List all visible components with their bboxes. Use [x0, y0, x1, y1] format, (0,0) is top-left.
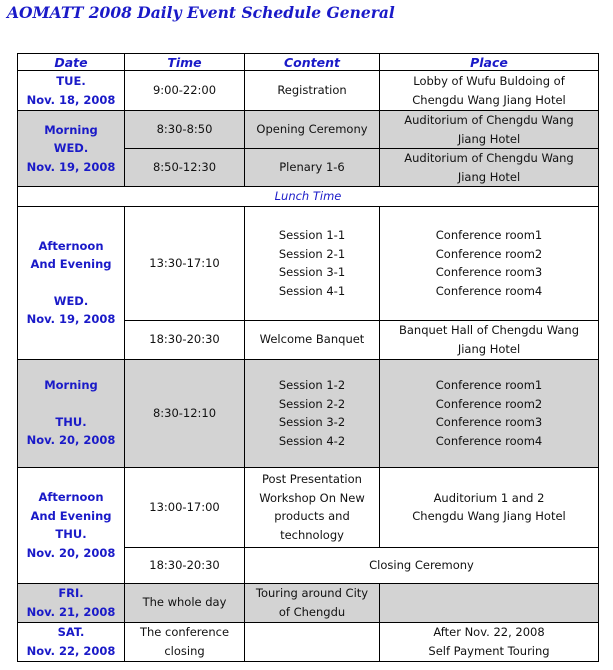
date-cell — [18, 467, 125, 583]
content-cell — [245, 467, 380, 547]
date-cell — [18, 111, 125, 187]
table-row — [18, 111, 599, 149]
session-label: Session 4-2 — [278, 433, 346, 448]
header-date: Date — [18, 54, 125, 71]
place-line: Self Payment Touring — [428, 643, 550, 658]
content-line: Touring around City — [255, 586, 369, 600]
place-line: Chengdu Wang Jiang Hotel — [412, 92, 566, 107]
table-row — [18, 622, 599, 661]
schedule-table — [17, 53, 599, 662]
lunch-row — [18, 187, 599, 207]
day-label: WED. — [53, 293, 89, 308]
table-row — [18, 71, 599, 111]
time-cell: 18:30-20:30 — [125, 320, 245, 359]
place-line: Auditorium of Chengdu Wang — [404, 113, 574, 127]
table-row — [18, 583, 599, 622]
session-label: Session 3-1 — [278, 265, 346, 279]
place-line: Jiang Hotel — [457, 341, 521, 356]
page-title: AOMATT 2008 Daily Event Schedule General — [7, 3, 395, 22]
day-label: TUE. — [56, 74, 86, 88]
content-cell: Plenary 1-6 — [245, 149, 380, 187]
place-cell — [380, 149, 599, 187]
place-line: Jiang Hotel — [457, 131, 521, 146]
header-place: Place — [380, 54, 599, 71]
lunch-label: Lunch Time — [18, 187, 599, 207]
room-label: Conference room2 — [435, 246, 543, 261]
date-label: Nov. 19, 2008 — [26, 312, 116, 326]
place-cell — [380, 71, 599, 111]
session-label: Session 3-2 — [278, 415, 346, 429]
day-label: FRI. — [58, 586, 84, 600]
date-cell — [18, 359, 125, 467]
date-label: Nov. 18, 2008 — [26, 92, 116, 107]
place-cell — [380, 467, 599, 547]
date-cell — [18, 206, 125, 359]
place-line: Lobby of Wufu Buldoing of — [413, 74, 565, 88]
content-line: Post Presentation — [262, 472, 362, 486]
time-cell: 9:00-22:00 — [125, 71, 245, 111]
date-label: Nov. 20, 2008 — [26, 545, 116, 560]
place-cell — [380, 206, 599, 320]
date-cell — [18, 583, 125, 622]
period-label: Morning — [44, 378, 98, 393]
time-cell: 13:00-17:00 — [125, 467, 245, 547]
content-cell — [245, 622, 380, 661]
date-label: Nov. 19, 2008 — [26, 159, 116, 174]
room-label: Conference room1 — [435, 228, 543, 242]
place-cell — [380, 111, 599, 149]
place-line: Jiang Hotel — [457, 169, 521, 184]
place-line: Banquet Hall of Chengdu Wang — [398, 323, 580, 337]
time-cell — [125, 622, 245, 661]
content-cell: Registration — [245, 71, 380, 111]
place-cell — [380, 320, 599, 359]
header-content: Content — [245, 54, 380, 71]
place-line: Auditorium 1 and 2 — [433, 490, 545, 505]
time-line: closing — [164, 643, 205, 658]
content-line: Workshop On New — [259, 490, 365, 505]
time-cell: 8:30-12:10 — [125, 359, 245, 467]
room-label: Conference room1 — [435, 378, 543, 392]
content-line: technology — [280, 527, 344, 542]
place-line: Auditorium of Chengdu Wang — [404, 151, 574, 165]
session-label: Session 2-2 — [278, 396, 346, 411]
session-label: Session 4-1 — [278, 283, 346, 298]
content-cell: Welcome Banquet — [245, 320, 380, 359]
place-cell — [380, 359, 599, 467]
period-label: And Evening — [30, 257, 112, 271]
table-row — [18, 206, 599, 320]
time-line: The conference — [139, 625, 230, 639]
time-cell: 13:30-17:10 — [125, 206, 245, 320]
table-row — [18, 359, 599, 467]
content-cell — [245, 359, 380, 467]
content-cell: Opening Ceremony — [245, 111, 380, 149]
date-label: Nov. 22, 2008 — [26, 643, 116, 658]
period-label: Afternoon — [38, 490, 104, 504]
date-label: Nov. 21, 2008 — [26, 604, 116, 619]
content-cell — [245, 583, 380, 622]
place-line: After Nov. 22, 2008 — [433, 625, 545, 639]
place-cell — [380, 622, 599, 661]
day-label: WED. — [53, 141, 89, 156]
day-label: THU. — [55, 527, 87, 541]
period-label: And Evening — [30, 508, 112, 523]
room-label: Conference room3 — [435, 265, 543, 279]
header-row — [18, 54, 599, 71]
content-cell — [245, 206, 380, 320]
header-time: Time — [125, 54, 245, 71]
content-cell: Closing Ceremony — [245, 547, 599, 583]
place-line: Chengdu Wang Jiang Hotel — [412, 509, 566, 523]
session-label: Session 1-2 — [278, 378, 346, 392]
date-label: Nov. 20, 2008 — [26, 433, 116, 448]
room-label: Conference room3 — [435, 415, 543, 429]
room-label: Conference room4 — [435, 433, 543, 448]
table-row — [18, 467, 599, 547]
session-label: Session 1-1 — [278, 228, 346, 242]
time-cell: 18:30-20:30 — [125, 547, 245, 583]
period-label: Morning — [44, 122, 98, 137]
place-cell — [380, 583, 599, 622]
date-cell — [18, 622, 125, 661]
time-cell: 8:50-12:30 — [125, 149, 245, 187]
room-label: Conference room4 — [435, 283, 543, 298]
day-label: THU. — [55, 414, 87, 429]
session-label: Session 2-1 — [278, 246, 346, 261]
room-label: Conference room2 — [435, 396, 543, 411]
period-label: Afternoon — [38, 238, 104, 253]
content-line: products and — [274, 509, 350, 523]
day-label: SAT. — [57, 625, 85, 639]
time-cell: The whole day — [125, 583, 245, 622]
date-cell — [18, 71, 125, 111]
content-line: of Chengdu — [278, 604, 346, 619]
time-cell: 8:30-8:50 — [125, 111, 245, 149]
